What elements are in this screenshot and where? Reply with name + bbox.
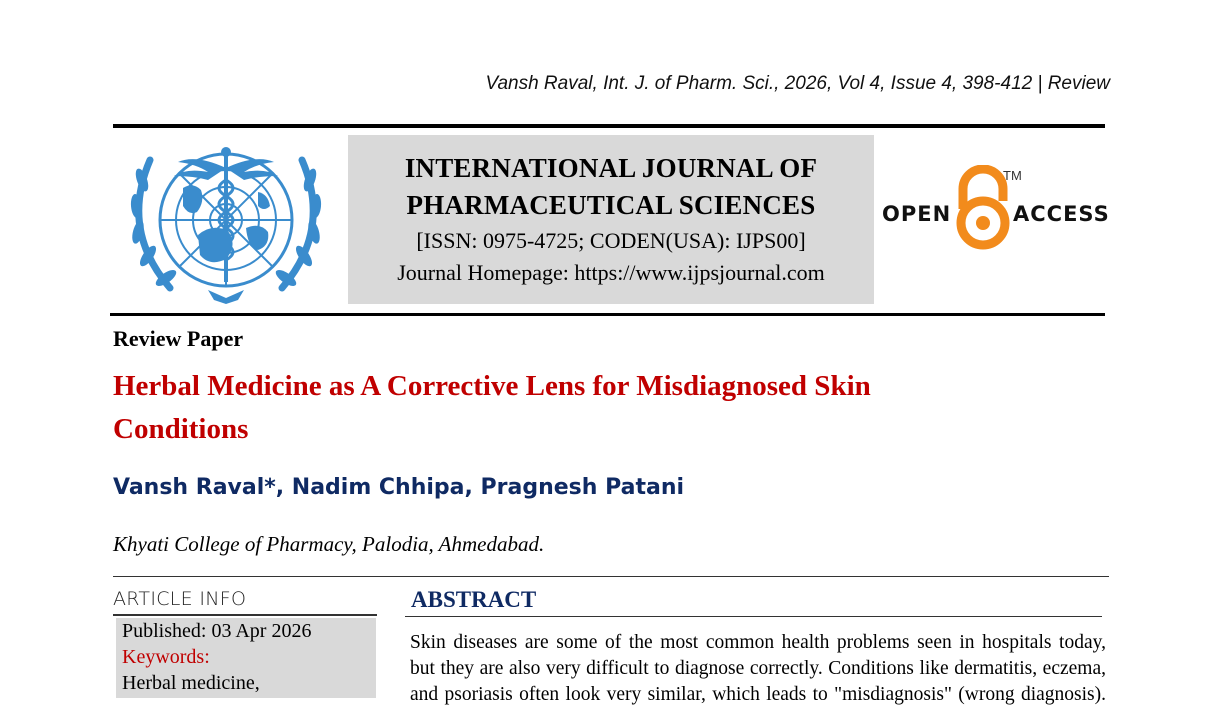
paper-title-line2: Conditions (113, 413, 249, 445)
globe-caduceus-laurel-icon (128, 140, 324, 304)
abstract-heading: ABSTRACT (411, 587, 537, 612)
author-list: Vansh Raval*, Nadim Chhipa, Pragnesh Patani (113, 475, 685, 500)
running-head-citation: Vansh Raval, Int. J. of Pharm. Sci., 2026, Vol 4, Issue 4, 398-412 | Review (485, 73, 1110, 94)
paper-title-line1: Herbal Medicine as A Corrective Lens for Misdiagnosed Skin (113, 370, 871, 402)
open-access-open-text: OPEN (882, 202, 952, 226)
abstract-line: Skin diseases are some of the most common health problems seen in hospitals today, (410, 632, 1106, 653)
paper-type-label: Review Paper (113, 326, 244, 351)
top-rule (113, 124, 1105, 128)
open-access-badge (880, 165, 1110, 255)
journal-name-line2: PHARMACEUTICAL SCIENCES (406, 190, 816, 220)
journal-homepage: Journal Homepage: https://www.ijpsjournal.com (397, 260, 825, 285)
trademark-mark: TM (1003, 168, 1022, 183)
article-info-heading: ARTICLE INFO (113, 588, 247, 610)
keywords-label: Keywords: (122, 646, 210, 668)
article-info-box (116, 618, 376, 698)
article-info-rule (113, 614, 377, 616)
abstract-rule (405, 616, 1102, 617)
journal-masthead (348, 135, 874, 304)
published-date: Published: 03 Apr 2026 (122, 620, 312, 642)
open-access-access-text: ACCESS (1013, 202, 1110, 226)
masthead-bottom-rule (110, 313, 1105, 316)
journal-issn: [ISSN: 0975-4725; CODEN(USA): IJPS00] (416, 228, 806, 253)
abstract-line: but they are also very difficult to diagnose correctly. Conditions like dermatitis, eczema, (410, 658, 1106, 679)
journal-name-line1: INTERNATIONAL JOURNAL OF (404, 153, 818, 183)
paper-title (113, 365, 993, 451)
author-affiliation: Khyati College of Pharmacy, Palodia, Ahmedabad. (113, 532, 545, 556)
section-divider (113, 576, 1109, 577)
keyword-item: Herbal medicine, (122, 672, 260, 694)
journal-logo (128, 140, 324, 304)
abstract-line: and psoriasis often look very similar, which leads to "misdiagnosis" (wrong diagnosis). (410, 684, 1106, 705)
abstract-body (410, 630, 1106, 708)
